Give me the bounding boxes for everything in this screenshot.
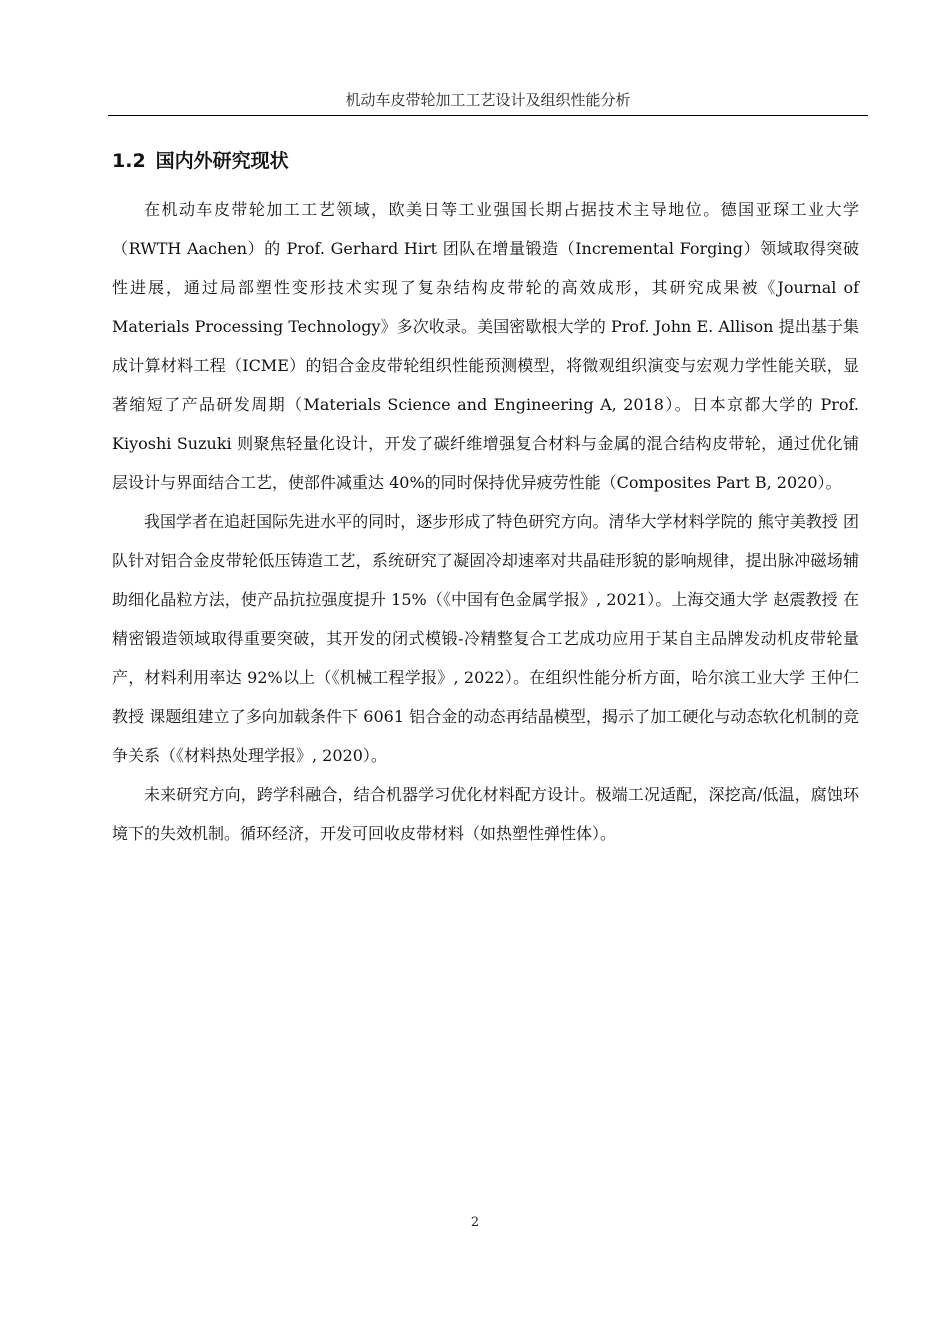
body-text (112, 190, 859, 853)
paragraph-domestic-research: 我国学者在追赶国际先进水平的同时，逐步形成了特色研究方向。清华大学材料学院的 熊守美教授 团队针对铝合金皮带轮低压铸造工艺，系统研究了凝固冷却速率对共晶硅形貌的影响规律，提出脉冲磁场辅助细化晶粒方法，使产品抗拉强度提升 15%（《中国有色金属学报》, 2021）。上海交通大学 赵震教授 在精密锻造领域取得重要突破，其开发的闭式模锻-冷精整复合工艺成功应用于某自主品牌发动机皮带轮量产，材料利用率达 92%以上（《机械工程学报》, 2022）。在组织性能分析方面，哈尔滨工业大学 王仲仁教授 课题组建立了多向加载条件下 6061 铝合金的动态再结晶模型，揭示了加工硬化与动态软化机制的竞争关系（《材料热处理学报》, 2020）。 (112, 512, 859, 765)
section-title: 国内外研究现状 (155, 150, 289, 172)
page-number: 2 (470, 1215, 480, 1230)
running-header: 机动车皮带轮加工工艺设计及组织性能分析 (345, 91, 631, 109)
paragraph-international-research: 在机动车皮带轮加工工艺领域，欧美日等工业强国长期占据技术主导地位。德国亚琛工业大学（RWTH Aachen）的 Prof. Gerhard Hirt 团队在增量锻造（Incremental Forging）领域取得突破性进展，通过局部塑性变形技术实现了复杂结构皮带轮的高效成形，其研究成果被《Journal of Materials Processing Technology》多次收录。美国密歇根大学的 Prof. John E. Allison 提出基于集成计算材料工程（ICME）的铝合金皮带轮组织性能预测模型，将微观组织演变与宏观力学性能关联，显著缩短了产品研发周期（Materials Science and Engineering A, 2018）。日本京都大学的 Prof. Kiyoshi Suzuki 则聚焦轻量化设计，开发了碳纤维增强复合材料与金属的混合结构皮带轮，通过优化铺层设计与界面结合工艺，使部件减重达 40%的同时保持优异疲劳性能（Composites Part B, 2020）。 (112, 200, 859, 492)
section-heading (112, 146, 289, 176)
section-number: 1.2 (112, 150, 146, 172)
paragraph-future-directions: 未来研究方向，跨学科融合，结合机器学习优化材料配方设计。极端工况适配，深挖高/低温，腐蚀环境下的失效机制。循环经济，开发可回收皮带材料（如热塑性弹性体）。 (112, 785, 859, 843)
header-divider (108, 115, 868, 116)
